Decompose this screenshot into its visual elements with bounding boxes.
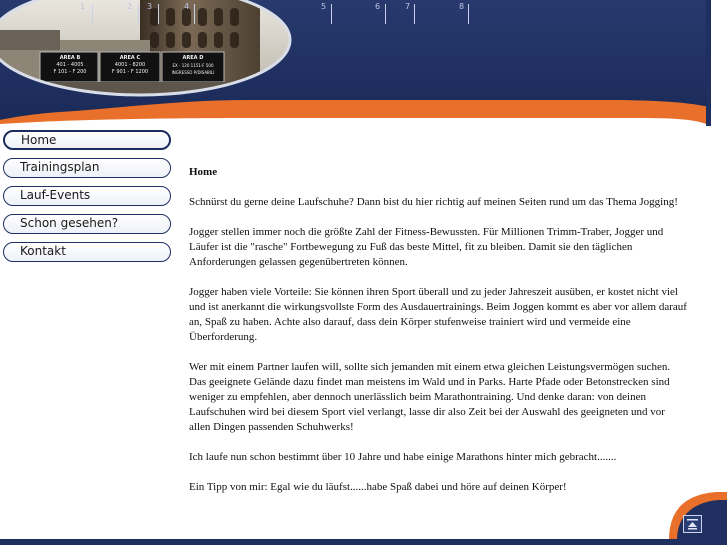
area-sign-range: 401 - 4005 xyxy=(56,62,84,68)
content-paragraph: Jogger stellen immer noch die größte Zahl der Fitness-Bewussten. Für Millionen Trimm-Traber, Jogger und Läufer ist die "rasche" Fortbewegung zu Fuß das beste Mittel, fit zu bleiben. Damit sie den täglichen Anforderungen gelassen gegenübertreten können. xyxy=(189,226,664,268)
ruler-line xyxy=(468,4,469,24)
main-nav xyxy=(3,130,173,270)
content-paragraph: Ein Tipp von mir: Egal wie du läufst......habe Spaß dabei und höre auf deinen Körper! xyxy=(189,481,567,493)
footer-bar xyxy=(0,539,727,545)
ruler-line xyxy=(158,4,159,24)
ruler-line xyxy=(194,4,195,24)
page-title: Home xyxy=(189,166,218,178)
ruler-number: 2 xyxy=(127,2,133,11)
nav-item-trainingsplan[interactable]: Trainingsplan xyxy=(3,158,171,178)
area-sign-title: AREA D xyxy=(182,55,204,61)
area-sign-range: EX - 120 1151-F 500 xyxy=(172,63,214,68)
nav-item-kontakt[interactable]: Kontakt xyxy=(3,242,171,262)
ruler-number: 1 xyxy=(80,2,86,11)
ruler-line xyxy=(414,4,415,24)
area-sign-range2: F 901 - F 1200 xyxy=(111,69,149,75)
area-sign xyxy=(42,55,98,76)
area-sign-title: AREA B xyxy=(59,55,81,61)
area-sign-range2: F 101 - F 200 xyxy=(53,69,87,75)
ruler-line xyxy=(138,4,139,24)
ruler-line xyxy=(92,4,93,24)
area-sign-title: AREA C xyxy=(119,55,141,61)
ruler-line xyxy=(331,4,332,24)
back-to-top-button[interactable] xyxy=(683,515,702,533)
ruler-line xyxy=(385,4,386,24)
ruler-number: 7 xyxy=(405,2,411,11)
content-paragraph: Schnürst du gerne deine Laufschuhe? Dann bist du hier richtig auf meinen Seiten rund um das Thema Jogging! xyxy=(189,196,678,208)
site-header xyxy=(0,0,727,126)
ruler-number: 3 xyxy=(147,2,153,11)
ruler-number: 6 xyxy=(375,2,381,11)
content-paragraph: Jogger haben viele Vorteile: Sie können ihren Sport überall und zu jeder Jahreszeit ausüben, er kostet nicht viel und ist anerkannt die wirkungsvollste Form des Ausdauertrainings. Beim Joggen kommt es aber vor allem darauf an, Spaß zu haben. Achte also darauf, dass dein Körper stufenweise trainiert wird und vermeide eine Überforderung. xyxy=(189,286,687,343)
back-to-top-icon xyxy=(684,516,701,532)
ruler-number: 4 xyxy=(184,2,190,11)
area-sign-range: 4001 - 8200 xyxy=(114,62,146,68)
nav-item-schon-gesehen[interactable]: Schon gesehen? xyxy=(3,214,171,234)
ruler-number: 8 xyxy=(459,2,465,11)
content-paragraph: Wer mit einem Partner laufen will, sollte sich jemanden mit einem etwa gleichen Leistungsvermögen suchen. Das geeignete Gelände dazu findet man meistens im Wald und in Parks. Harte Pfade oder Betonstrecken sind weniger zu empfehlen, aber dennoch unerlässlich beim Marathontraining. Und denke daran: von deinen Laufschuhen wird bei diesem Sport viel verlangt, lasse dir also Zeit bei der Auswahl des geeigneten und vor allen Dingen passenden Schuhwerks! xyxy=(189,361,671,433)
area-sign xyxy=(164,55,222,76)
nav-item-home[interactable]: Home xyxy=(3,130,171,150)
nav-item-lauf-events[interactable]: Lauf-Events xyxy=(3,186,171,206)
area-sign-range2: INGRESSO P/DISABILI xyxy=(171,70,215,75)
content-paragraph: Ich laufe nun schon bestimmt über 10 Jahre und habe einige Marathons hinter mich gebracht....... xyxy=(189,451,617,463)
main-content xyxy=(189,165,689,510)
right-edge-strip-inner xyxy=(706,0,711,126)
area-sign xyxy=(102,55,158,76)
ruler-number: 5 xyxy=(321,2,327,11)
right-edge-strip xyxy=(709,0,727,126)
